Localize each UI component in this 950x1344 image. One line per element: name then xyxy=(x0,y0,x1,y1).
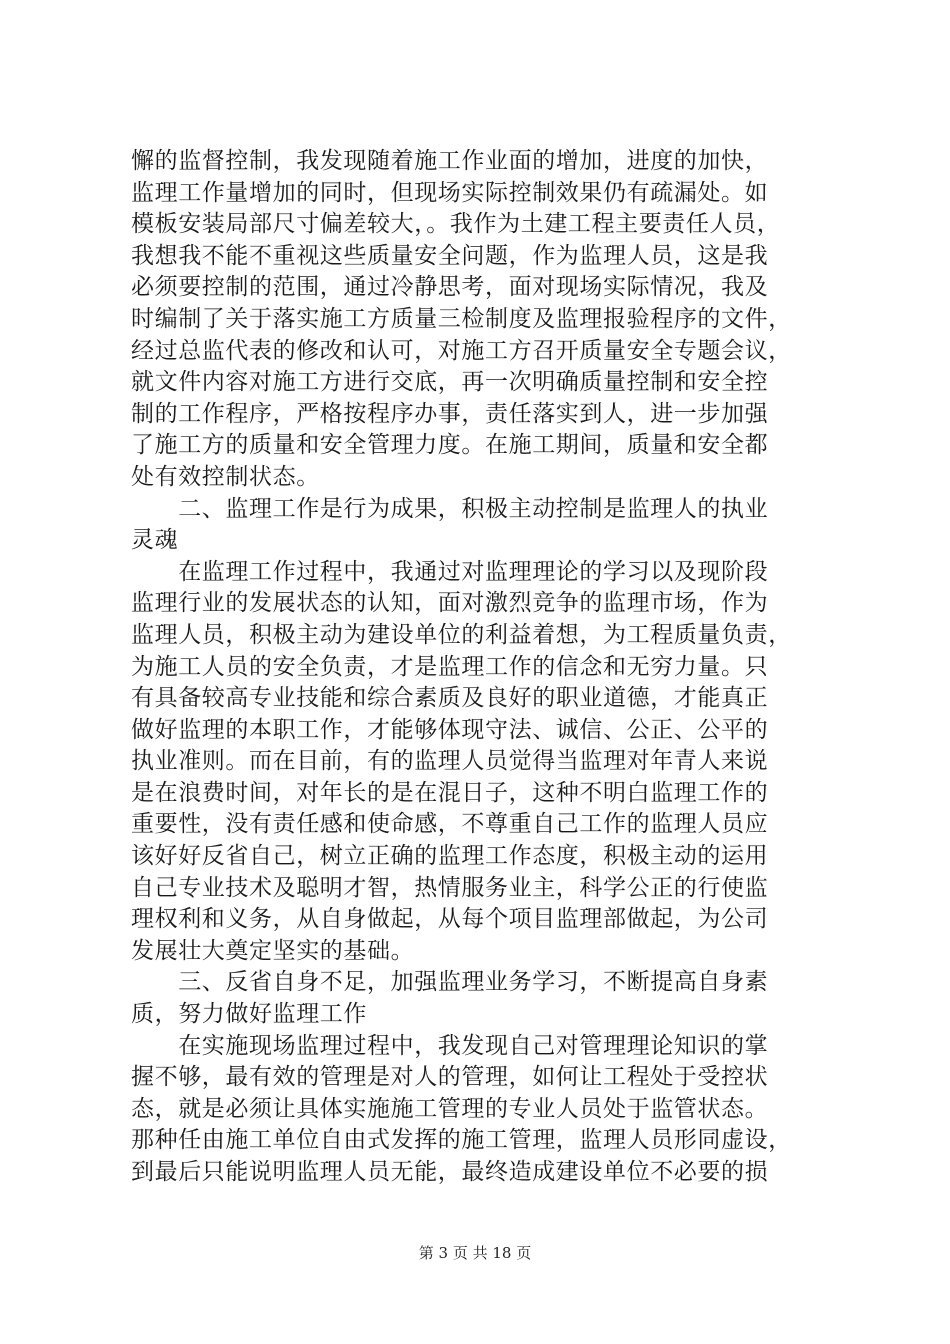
section-heading-line: 灵魂 xyxy=(131,527,179,554)
text-line: 了施工方的质量和安全管理力度。在施工期间，质量和安全都 xyxy=(131,432,769,459)
text-line: 在监理工作过程中，我通过对监理理论的学习以及现阶段 xyxy=(131,558,769,585)
text-line: 是在浪费时间，对年长的是在混日子，这种不明白监理工作的 xyxy=(131,779,769,806)
text-line: 为施工人员的安全负责，才是监理工作的信念和无穷力量。只 xyxy=(131,653,769,680)
page-number-footer: 第 3 页 共 18 页 xyxy=(418,1244,532,1262)
text-line: 监理工作量增加的同时，但现场实际控制效果仍有疏漏处。如 xyxy=(131,179,769,206)
text-line: 到最后只能说明监理人员无能，最终造成建设单位不必要的损 xyxy=(131,1159,769,1185)
text-line: 重要性，没有责任感和使命感，不尊重自己工作的监理人员应 xyxy=(131,811,769,838)
body-text xyxy=(131,146,831,1189)
text-line: 做好监理的本职工作，才能够体现守法、诚信、公正、公平的 xyxy=(131,716,769,743)
text-line: 执业准则。而在目前，有的监理人员觉得当监理对年青人来说 xyxy=(131,748,769,775)
text-line: 理权利和义务，从自身做起，从每个项目监理部做起，为公司 xyxy=(131,906,769,933)
text-line: 监理人员，积极主动为建设单位的利益着想，为工程质量负责， xyxy=(131,621,792,648)
text-line: 态，就是必须让具体实施施工管理的专业人员处于监管状态。 xyxy=(131,1095,769,1122)
section-heading-line: 二、监理工作是行为成果，积极主动控制是监理人的执业 xyxy=(131,495,769,522)
text-line: 懈的监督控制，我发现随着施工作业面的增加，进度的加快， xyxy=(131,148,769,174)
text-line: 就文件内容对施工方进行交底，再一次明确质量控制和安全控 xyxy=(131,369,769,396)
text-line: 必须要控制的范围，通过冷静思考，面对现场实际情况，我及 xyxy=(131,274,769,301)
text-line: 时编制了关于落实施工方质量三检制度及监理报验程序的文件， xyxy=(131,305,792,332)
text-line: 制的工作程序，严格按程序办事，责任落实到人，进一步加强 xyxy=(131,400,769,427)
text-line: 该好好反省自己，树立正确的监理工作态度，积极主动的运用 xyxy=(131,843,769,870)
text-line: 在实施现场监理过程中，我发现自己对管理理论知识的掌 xyxy=(131,1032,769,1059)
text-line: 那种任由施工单位自由式发挥的施工管理，监理人员形同虚设， xyxy=(131,1127,792,1154)
text-line: 自己专业技术及聪明才智，热情服务业主，科学公正的行使监 xyxy=(131,874,769,901)
text-line: 我想我不能不重视这些质量安全问题，作为监理人员，这是我 xyxy=(131,242,769,269)
text-line: 模板安装局部尺寸偏差较大，。我作为土建工程主要责任人员， xyxy=(131,211,781,238)
text-line: 握不够，最有效的管理是对人的管理，如何让工程处于受控状 xyxy=(131,1064,769,1091)
text-line: 监理行业的发展状态的认知，面对激烈竞争的监理市场，作为 xyxy=(131,590,769,617)
text-line: 有具备较高专业技能和综合素质及良好的职业道德，才能真正 xyxy=(131,685,769,712)
text-line: 发展壮大奠定坚实的基础。 xyxy=(131,937,415,964)
section-heading-line: 三、反省自身不足，加强监理业务学习，不断提高自身素 xyxy=(131,969,769,996)
text-line: 处有效控制状态。 xyxy=(131,463,320,490)
text-line: 经过总监代表的修改和认可，对施工方召开质量安全专题会议， xyxy=(131,337,792,364)
section-heading-line: 质，努力做好监理工作 xyxy=(131,1001,367,1028)
